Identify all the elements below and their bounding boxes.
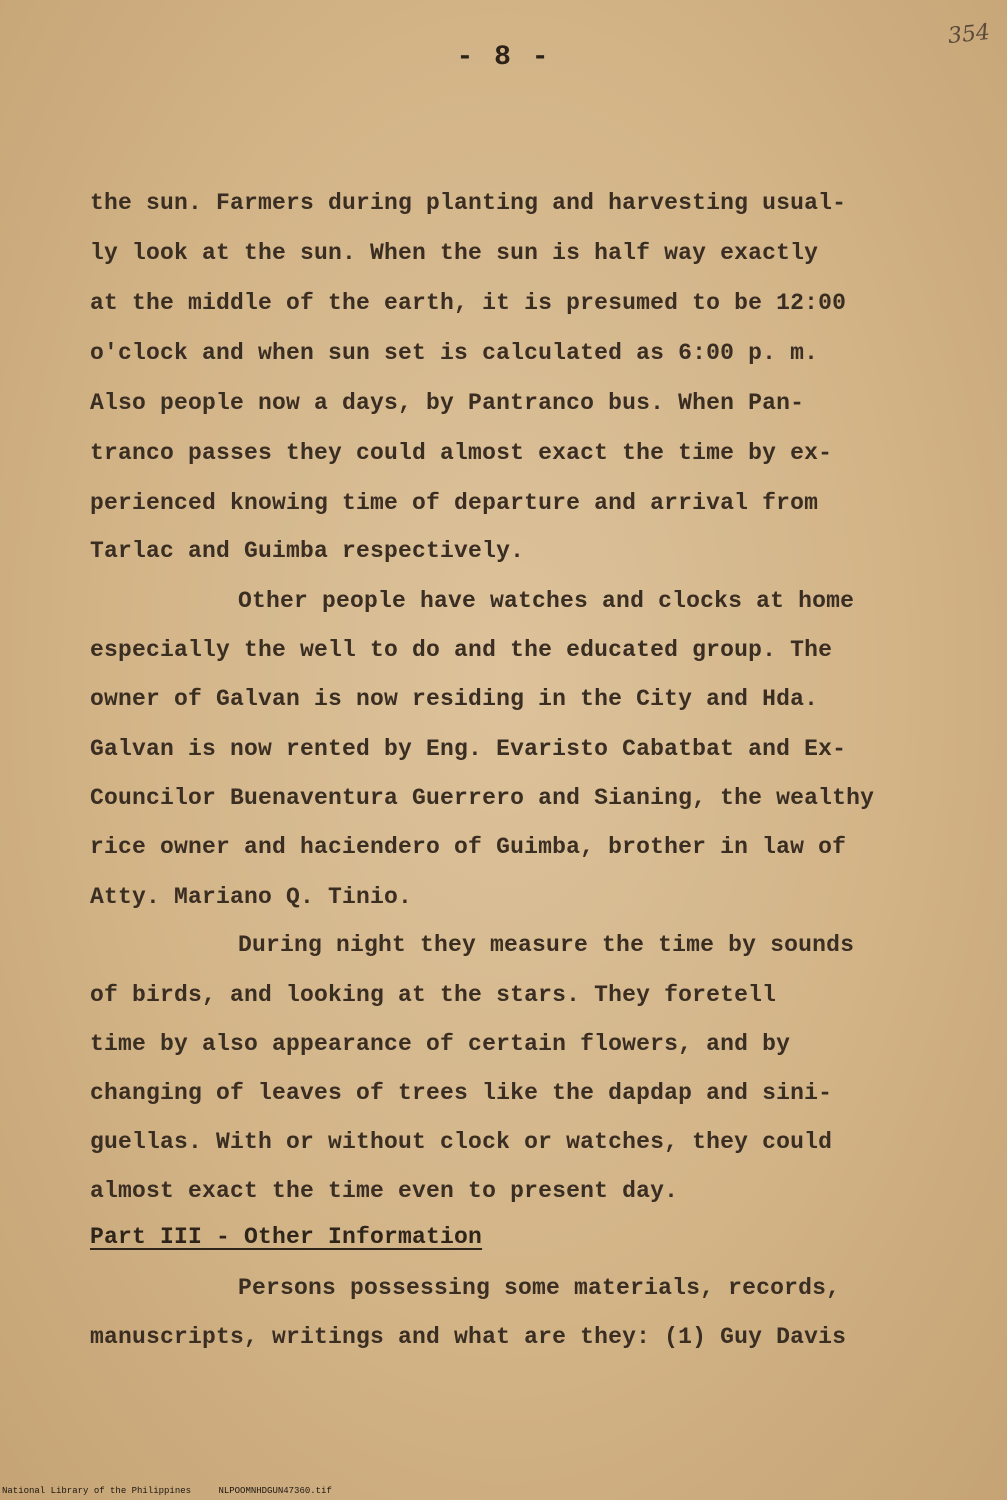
text-line: the sun. Farmers during planting and harvesting usual- — [90, 190, 847, 216]
paragraph-start-line: During night they measure the time by sounds — [238, 932, 855, 958]
text-line: perienced knowing time of departure and arrival from — [90, 490, 819, 516]
text-line: guellas. With or without clock or watches, they could — [90, 1129, 833, 1155]
section-heading: Part III - Other Information — [90, 1224, 483, 1250]
handwritten-folio-number: 354 — [946, 19, 992, 50]
text-line: time by also appearance of certain flowers, and by — [90, 1031, 791, 1057]
scan-filename: NLPOOMNHDGUN47360.tif — [218, 1486, 332, 1496]
text-line: tranco passes they could almost exact the time by ex- — [90, 440, 833, 466]
text-line: ly look at the sun. When the sun is half way exactly — [90, 240, 819, 266]
text-line: at the middle of the earth, it is presumed to be 12:00 — [90, 290, 847, 316]
paragraph-start-line: Persons possessing some materials, records, — [238, 1275, 841, 1301]
text-line: Tarlac and Guimba respectively. — [90, 538, 525, 564]
text-line: manuscripts, writings and what are they: (1) Guy Davis — [90, 1324, 847, 1350]
scan-footer — [2, 1486, 354, 1496]
text-line: Also people now a days, by Pantranco bus. When Pan- — [90, 390, 805, 416]
library-credit: National Library of the Philippines — [2, 1486, 192, 1496]
text-line: Atty. Mariano Q. Tinio. — [90, 884, 413, 910]
text-line: especially the well to do and the educated group. The — [90, 637, 833, 663]
text-line: almost exact the time even to present day. — [90, 1178, 679, 1204]
paragraph-start-line: Other people have watches and clocks at home — [238, 588, 855, 614]
text-line: Galvan is now rented by Eng. Evaristo Cabatbat and Ex- — [90, 736, 847, 762]
text-line: changing of leaves of trees like the dapdap and sini- — [90, 1080, 833, 1106]
text-line: owner of Galvan is now residing in the City and Hda. — [90, 686, 819, 712]
text-line: o'clock and when sun set is calculated as 6:00 p. m. — [90, 340, 819, 366]
text-line: of birds, and looking at the stars. They foretell — [90, 982, 777, 1008]
page-number: - 8 - — [456, 42, 551, 73]
text-line: Councilor Buenaventura Guerrero and Sianing, the wealthy — [90, 785, 875, 811]
text-line: rice owner and haciendero of Guimba, brother in law of — [90, 834, 847, 860]
